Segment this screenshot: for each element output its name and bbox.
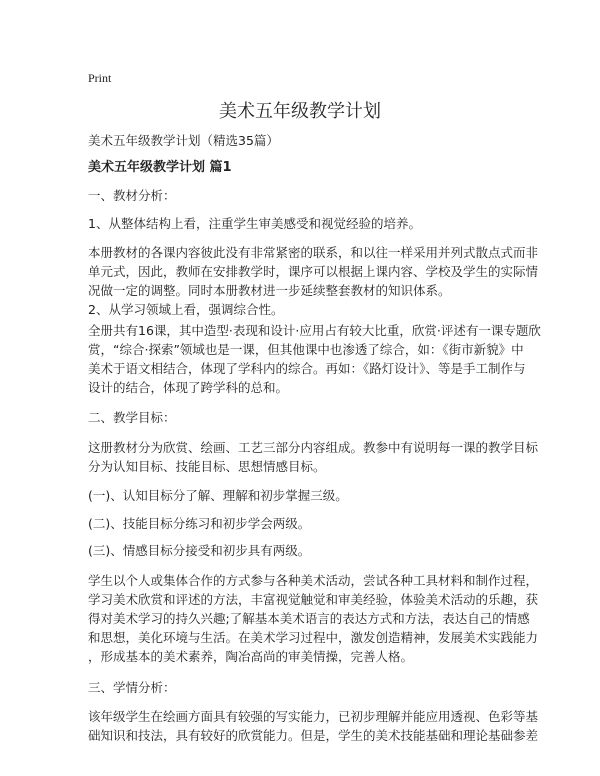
- text-line: 1、从整体结构上看，注重学生审美感受和视觉经验的培养。: [88, 216, 421, 231]
- paragraph: [88, 571, 539, 666]
- page-title: 美术五年级教学计划: [219, 101, 381, 122]
- text-line: (二)、技能目标分练习和初步学会两级。: [88, 516, 311, 531]
- text-line: 设计的结合，体现了跨学科的总和。: [88, 380, 289, 395]
- heading-textbook-analysis: [88, 186, 528, 205]
- text-line: (三)、情感目标分接受和初步具有两级。: [88, 543, 311, 558]
- text-line: (一)、认知目标分了解、理解和初步掌握三级。: [88, 488, 348, 503]
- paragraph: [88, 438, 539, 476]
- paragraph: [88, 243, 539, 300]
- text-line: 二、教学目标：: [88, 410, 176, 425]
- text-line: 一、教材分析：: [88, 188, 176, 203]
- text-line: 赏，“综合·探索”领域也是一课，但其他课中也渗透了综合，如：《街市新貌》中: [88, 342, 524, 357]
- text-line: 学习美术欣赏和评述的方法，丰富视觉触觉和审美经验，体验美术活动的乐趣，获: [88, 592, 539, 607]
- text-line: 学生以个人或集体合作的方式参与各种美术活动，尝试各种工具材料和制作过程，: [88, 573, 539, 588]
- text-line: 和思想，美化环境与生活。在美术学习过程中，激发创造精神，发展美术实践能力: [88, 630, 539, 645]
- text-line: 得对美术学习的持久兴趣;了解基本美术语言的表达方式和方法，表达自己的情感: [88, 611, 530, 626]
- section-heading: 美术五年级教学计划 篇1: [88, 160, 232, 175]
- heading-student-analysis: [88, 678, 528, 697]
- goal-3: [88, 541, 528, 560]
- goal-1: [88, 486, 528, 505]
- point-2: [88, 300, 528, 319]
- text-line: 况做一定的调整。同时本册教材进一步延续整套教材的知识体系。: [88, 283, 451, 298]
- text-line: 单元式，因此，教师在安排教学时，课序可以根据上课内容、学校及学生的实际情: [88, 264, 539, 279]
- text-line: ，形成基本的美术素养，陶冶高尚的审美情操，完善人格。: [88, 649, 414, 664]
- text-line: 本册教材的各课内容彼此没有非常紧密的联系，和以往一样采用并列式散点式而非: [88, 245, 539, 260]
- text-line: 三、学情分析：: [88, 680, 176, 695]
- text-line: 该年级学生在绘画方面具有较强的写实能力，已初步理解并能应用透视、色彩等基: [88, 709, 539, 724]
- heading-teaching-goals: [88, 408, 528, 427]
- print-link[interactable]: Print: [88, 71, 112, 85]
- text-line: 础知识和技法，具有较好的欣赏能力。但是，学生的美术技能基础和理论基础参差: [88, 728, 539, 743]
- text-line: 全册共有16课，其中造型·表现和设计·应用占有较大比重，欣赏·评述有一课专题欣: [88, 323, 541, 338]
- paragraph: [88, 707, 539, 745]
- text-line: 这册教材分为欣赏、绘画、工艺三部分内容组成。教参中有说明每一课的教学目标: [88, 440, 539, 455]
- text-line: 分为认知目标、技能目标、思想情感目标。: [88, 459, 326, 474]
- point-1: [88, 214, 528, 233]
- paragraph: [88, 321, 541, 397]
- text-line: 美术于语文相结合，体现了学科内的综合。再如：《路灯设计》、等是手工制作与: [88, 361, 526, 376]
- goal-2: [88, 514, 528, 533]
- subtitle: 美术五年级教学计划（精选35篇）: [88, 133, 279, 148]
- text-line: 2、从学习领域上看，强调综合性。: [88, 302, 284, 317]
